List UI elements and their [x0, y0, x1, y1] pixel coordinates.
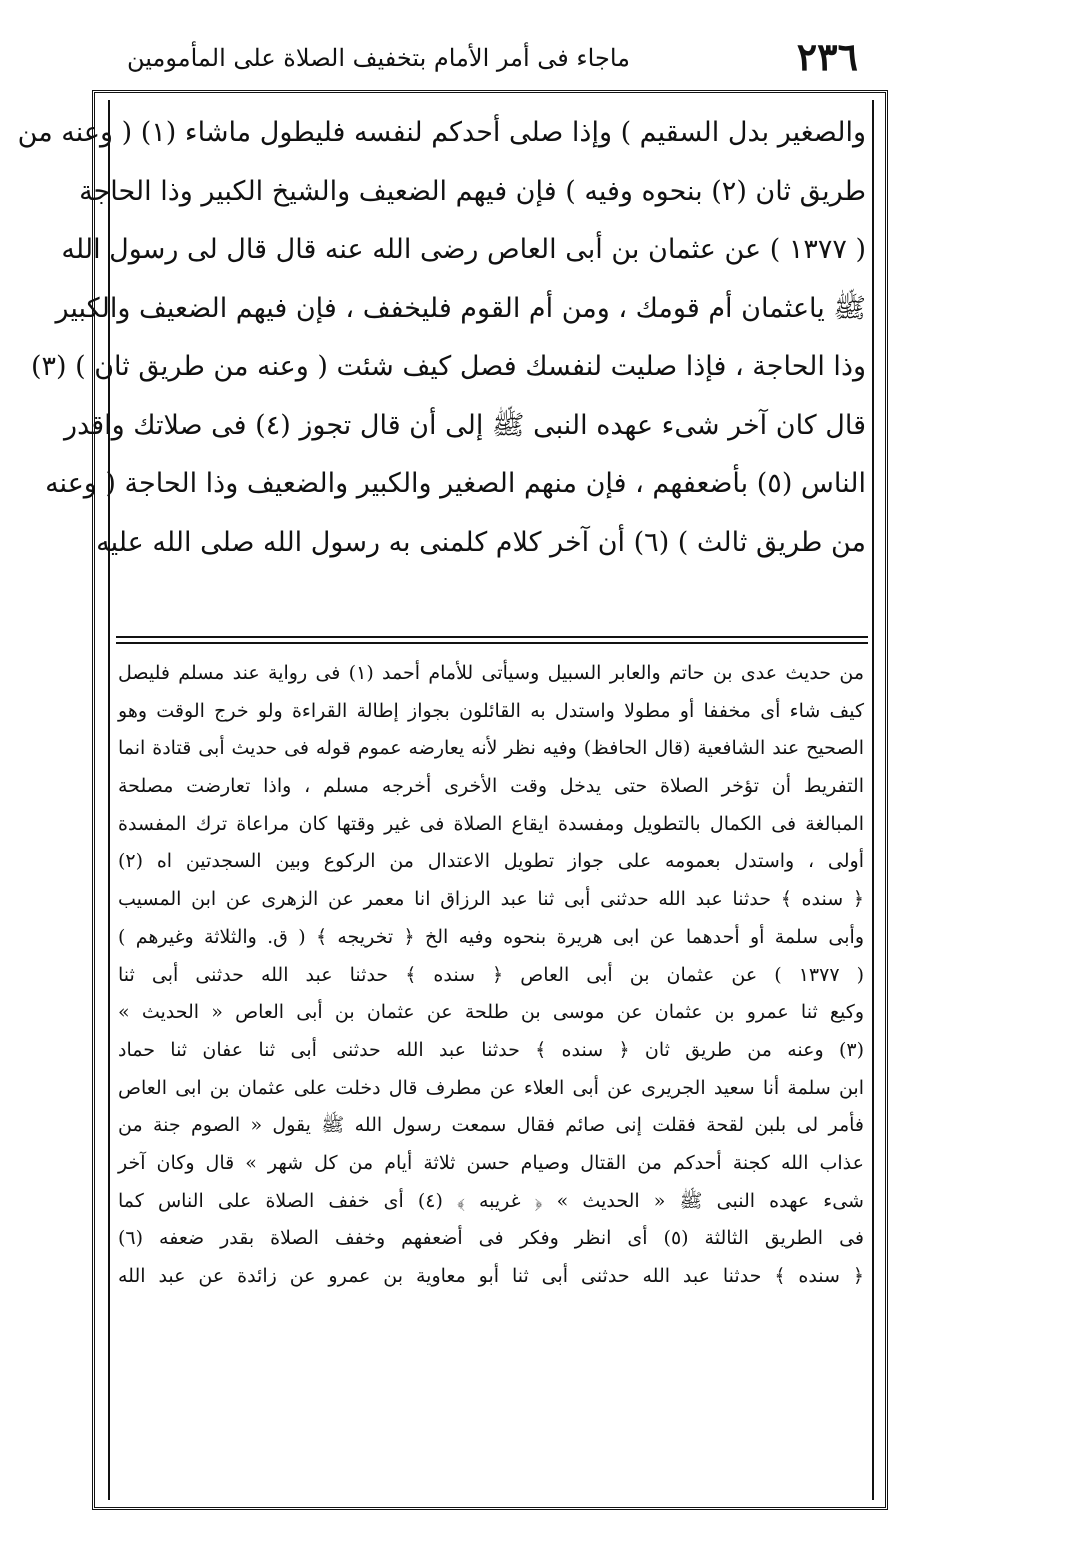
footnote-line: ابن سلمة أنا سعيد الجريرى عن أبى العلاء عن مطرف قال دخلت على عثمان بن ابى العاص: [118, 1076, 864, 1099]
footnote-line: ﴿ سنده ﴾ حدثنا عبد الله حدثنى أبى ثنا عبد الرزاق انا معمر عن الزهرى عن ابن المسيب: [118, 888, 864, 911]
footnote-divider: [116, 642, 868, 644]
footnote-line: وكيع ثنا عمرو بن عثمان عن موسى بن طلحة عن عثمان بن أبى العاص « الحديث »: [118, 1001, 864, 1024]
footnote-line: (٣) وعنه من طريق ثان ﴿ سنده ﴾ حدثنا عبد الله حدثنى أبى ثنا عفان ثنا حماد: [118, 1038, 864, 1061]
main-text-line: قال كان آخر شىء عهده النبى ﷺ إلى أن قال تجوز (٤) فى صلاتك واقدر: [64, 409, 866, 441]
main-text-line: الناس (٥) بأضعفهم ، فإن منهم الصغير والكبير والضعيف وذا الحاجة ( وعنه: [45, 468, 866, 499]
footnote-line: فى الطريق الثالثة (٥) أى انظر وفكر فى أضعفهم وخفف الصلاة بقدر ضعفه (٦): [118, 1227, 864, 1250]
footnote-line: التفريط أن تؤخر الصلاة حتى يدخل وقت الأخرى أخرجه مسلم ، واذا تعارضت مصلحة: [118, 775, 864, 798]
main-text-line: ( ١٣٧٧ ) عن عثمان بن أبى العاص رضى الله عنه قال قال لى رسول الله: [61, 234, 866, 265]
footnote-line: عذاب الله كجنة أحدكم من القتال وصيام حسن ثلاثة أيام من كل شهر » قال وكان آخر: [118, 1151, 864, 1174]
footnotes: [118, 655, 864, 1296]
footnote-line: المبالغة فى الكمال بالتطويل ومفسدة ايقاع الصلاة فى غير وقتها كان مراعاة ترك المفسدة: [118, 812, 864, 835]
footnote-line: من حديث عدى بن حاتم والعابر السبيل وسيأتى للأمام أحمد (١) فى رواية عند مسلم فليصل: [118, 662, 864, 684]
main-text-line: والصغير بدل السقيم ) وإذا صلى أحدكم لنفسه فليطول ماشاء (١) ( وعنه من: [17, 117, 866, 148]
footnote-line: فأمر لى بلبن لقحة فقلت إنى صائم فقال سمعت رسول الله ﷺ يقول « الصوم جنة من: [118, 1114, 864, 1137]
footnote-line: ( ١٣٧٧ ) عن عثمان بن أبى العاص ﴿ سنده ﴾ حدثنا عبد الله حدثنى أبى ثنا: [118, 963, 864, 986]
footnote-line: شىء عهده النبى ﷺ « الحديث » ﴿ غريبه ﴾ (٤) أى خفف الصلاة على الناس كما: [118, 1189, 864, 1212]
footnote-divider: [116, 636, 868, 638]
footnote-line: كيف شاء أى مخففا أو مطولا واستدل به القائلون بجواز إطالة القراءة ولو خرج الوقت وهو: [118, 699, 864, 722]
main-text-line: ﷺ ياعثمان أم قومك ، ومن أم القوم فليخفف ، فإن فيهم الضعيف والكبير: [55, 292, 866, 324]
footnote-line: وأبى سلمة أو أحدهما عن ابى هريرة بنحوه وفيه الخ ﴿ تخريجه ﴾ ( ق. والثلاثة وغيرهم ): [118, 925, 864, 948]
main-text-line: من طريق ثالث ) (٦) أن آخر كلام كلمنى به رسول الله صلى الله عليه: [96, 526, 866, 558]
main-text: [17, 104, 866, 572]
main-text-line: طريق ثان (٢) بنحوه وفيه ) فإن فيهم الضعيف والشيخ الكبير وذا الحاجة: [79, 175, 866, 207]
main-text-line: وذا الحاجة ، فإذا صليت لنفسك فصل كيف شئت ( وعنه من طريق ثان ) (٣): [30, 351, 866, 382]
page-number: ٢٣٦: [796, 34, 858, 79]
footnote-line: ﴿ سنده ﴾ حدثنا عبد الله حدثنى أبى ثنا أبو معاوية بن عمرو عن زائدة عن عبد الله: [118, 1265, 864, 1287]
footnote-line: الصحيح عند الشافعية (قال الحافظ) وفيه نظر لأنه يعارضه عموم قوله فى حديث أبى قتادة انما: [118, 737, 864, 760]
page-header: [100, 34, 880, 90]
running-title: ماجاء فى أمر الأمام بتخفيف الصلاة على المأمومين: [126, 44, 630, 72]
footnote-line: أولى ، واستدل بعمومه على جواز تطويل الاعتدال من الركوع وبين السجدتين اه (٢): [118, 850, 864, 873]
